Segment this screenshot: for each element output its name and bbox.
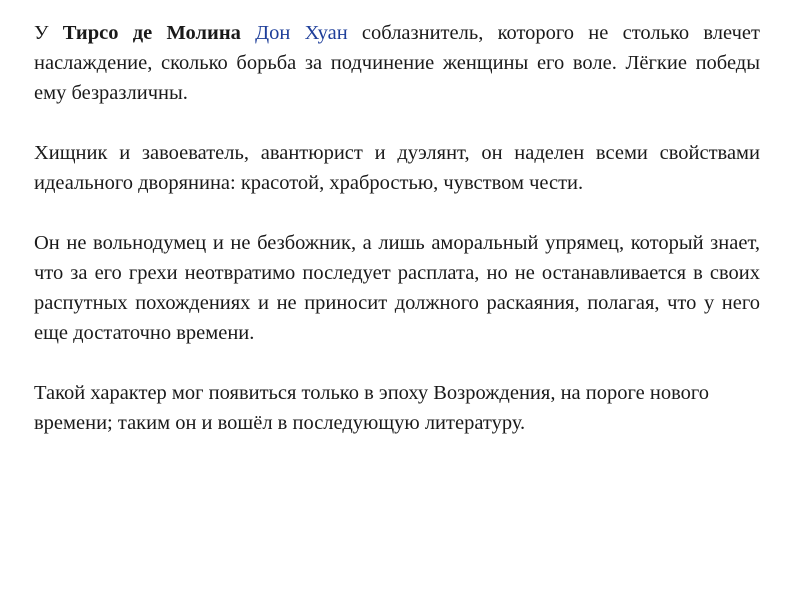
text-body (34, 18, 760, 468)
author-name: Тирсо де Молина (62, 22, 241, 44)
paragraph-intro (34, 18, 760, 108)
hero-name: Дон Хуан (255, 22, 348, 44)
intro-prefix: У (34, 22, 63, 44)
intro-rest: соблазнитель, которого не столько влечет наслаждение, сколько борьба за подчинение женщины его воле. Лёгкие победы ему безразличны. (34, 22, 760, 104)
paragraph-character: Хищник и завоеватель, авантюрист и дуэлянт, он наделен всеми свойствами идеального дворянина: красотой, храбростью, чувством чести. (34, 142, 760, 194)
paragraph-epoch: Такой характер мог появиться только в эпоху Возрождения, на пороге нового времени; таким он и вошёл в последующую литературу. (34, 382, 710, 434)
paragraph-morality: Он не вольнодумец и не безбожник, а лишь аморальный упрямец, который знает, что за его грехи неотвратимо последует расплата, но не останавливается в своих распутных похождениях и не приносит должного раскаяния, полагая, что у него еще достаточно времени. (34, 232, 760, 344)
